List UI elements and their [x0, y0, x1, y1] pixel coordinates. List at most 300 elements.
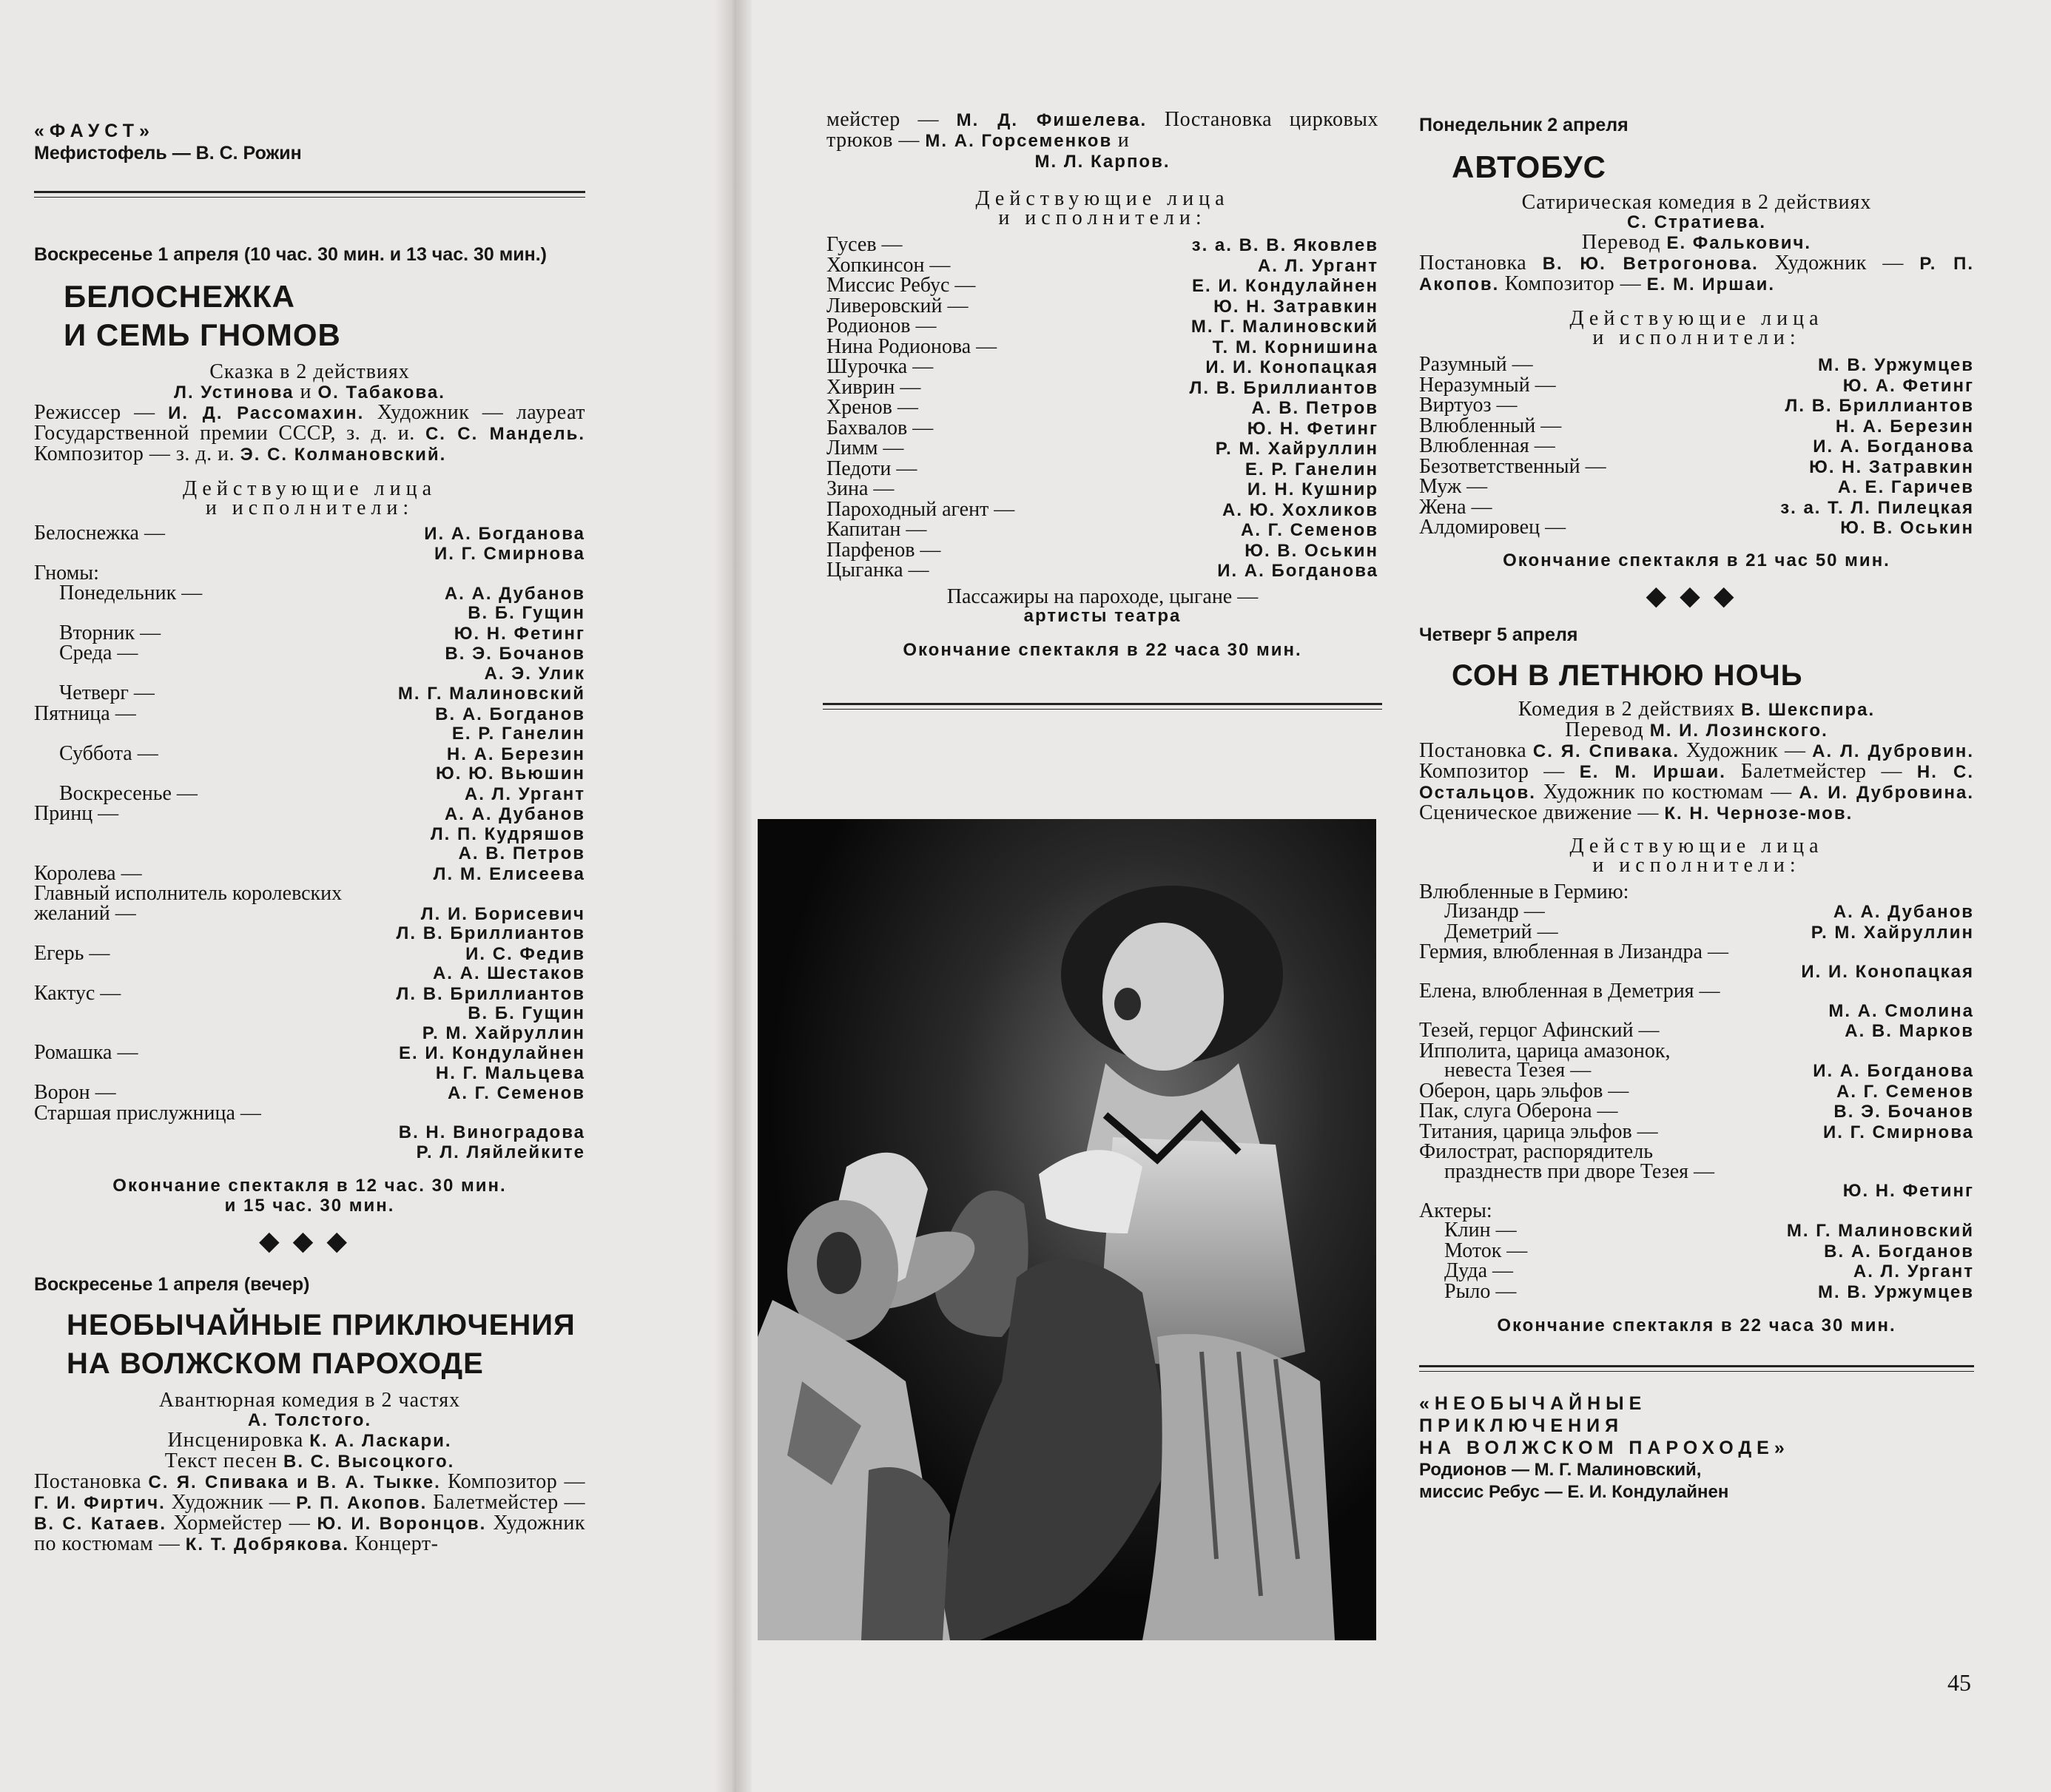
cast-row — [34, 901, 585, 925]
snow-author1: Л. Устинова — [174, 383, 294, 402]
cast-actor: А. Л. Ургант — [1257, 255, 1378, 276]
cast-row — [34, 1064, 585, 1084]
cast-row — [34, 964, 585, 984]
cast-row — [34, 1083, 585, 1104]
cast-role: Рыло — — [1444, 1279, 1517, 1303]
cast-role: Суббота — — [59, 741, 158, 765]
snow-title-line1: БЕЛОСНЕЖКА — [64, 279, 295, 314]
cast-row — [826, 375, 1378, 399]
credit-name: С. Я. Спивака и В. А. Тыкке. — [148, 1472, 441, 1492]
divider — [1419, 1365, 1974, 1372]
volga-passengers-line1: Пассажиры на пароходе, цыгане — — [946, 585, 1259, 608]
dream-genre: Комедия в 2 действиях — [1518, 697, 1736, 721]
cast-row — [1419, 902, 1974, 923]
cast-role: Гусев — — [826, 233, 903, 256]
cast-role: Дуда — — [1444, 1259, 1514, 1282]
cast-actor: Ю. Н. Фетинг — [1842, 1181, 1974, 1201]
cast-role: Моток — — [1444, 1239, 1528, 1262]
cast-actor: В. Э. Бочанов — [445, 644, 585, 664]
credit-name: К. Т. Добрякова. — [185, 1535, 350, 1554]
cast-actor: М. А. Смолина — [1828, 1000, 1974, 1021]
cast-role: Ипполита, царица амазонок, — [1419, 1039, 1671, 1062]
bus-ending: Окончание спектакля в 21 час 50 мин. — [1503, 550, 1890, 570]
cast-row — [1419, 1279, 1974, 1303]
cast-row — [826, 439, 1378, 459]
cast-actor: А. В. Петров — [458, 843, 585, 863]
middle-column — [826, 110, 1378, 710]
cast-actor: Л. В. Бриллиантов — [396, 923, 585, 943]
dream-title: СОН В ЛЕТНЮЮ НОЧЬ — [1452, 658, 1803, 692]
cast-actor: з. а. Т. Л. Пилецкая — [1780, 497, 1974, 518]
cast-actor: В. Б. Гущин — [468, 603, 585, 623]
cast-role: Принц — — [34, 802, 119, 825]
dream-translator: М. И. Лозинского. — [1649, 720, 1828, 741]
cast-row — [1419, 1239, 1974, 1262]
cast-actor: В. А. Богданов — [435, 704, 585, 724]
cast-role: Жена — — [1419, 495, 1492, 519]
cast-actor: М. В. Уржумцев — [1817, 355, 1974, 375]
cast-role: Миссис Ребус — — [826, 274, 976, 297]
volga-credits — [34, 1472, 585, 1554]
cast-actor: М. Г. Малиновский — [1786, 1221, 1974, 1241]
cast-actor: А. Е. Гаричев — [1837, 477, 1974, 497]
cast-role: Пятница — — [34, 701, 136, 725]
cast-actor: Р. М. Хайруллин — [1811, 922, 1974, 943]
cast-actor: И. Г. Смирнова — [1823, 1122, 1974, 1142]
cast-row — [1419, 1142, 1974, 1162]
cast-row — [826, 561, 1378, 582]
volga-passengers — [826, 587, 1378, 627]
bus-translation-label: Перевод — [1581, 231, 1661, 254]
snow-title-line2: И СЕМЬ ГНОМОВ — [64, 317, 341, 352]
cast-row — [826, 398, 1378, 419]
cast-actor: И. А. Богданова — [1813, 437, 1974, 457]
cast-actor: М. В. Уржумцев — [1817, 1281, 1974, 1302]
cast-actor: Л. В. Бриллиантов — [396, 983, 585, 1004]
credit-name: В. С. Катаев. — [34, 1514, 166, 1534]
credit-name: Р. П. Акопов. — [296, 1493, 428, 1513]
faust-cast-line: Мефистофель — В. С. Рожин — [34, 143, 302, 164]
dream-credits — [1419, 738, 1975, 824]
cast-actor: А. А. Дубанов — [444, 804, 585, 824]
cast-role: Филострат, распорядитель — [1419, 1140, 1653, 1163]
credit-label: Художник — — [1685, 738, 1806, 762]
cast-role: Парфенов — — [826, 538, 941, 562]
cast-row — [1419, 414, 1974, 437]
cast-actor: И. А. Богданова — [424, 524, 585, 544]
cast-actor: В. Б. Гущин — [468, 1003, 585, 1023]
cast-actor: А. Г. Семенов — [1836, 1081, 1974, 1102]
caption-title-line2: ПРИКЛЮЧЕНИЯ — [1419, 1415, 1624, 1436]
cast-actor: Н. А. Березин — [1835, 416, 1974, 437]
volga-author: А. Толстого. — [247, 1410, 372, 1430]
cast-actor: Ю. В. Оськин — [1245, 540, 1378, 561]
cast-actor: М. Г. Малиновский — [1190, 317, 1378, 337]
cast-row — [34, 1043, 585, 1064]
cast-row — [34, 844, 585, 864]
snow-date: Воскресенье 1 апреля (10 час. 30 мин. и 13 час. 30 мин.) — [34, 244, 547, 265]
bus-cast-list — [1419, 355, 1974, 539]
cast-role: Хренов — — [826, 396, 918, 419]
snow-genre: Сказка в 2 действиях — [209, 360, 410, 383]
cast-role: Зина — — [826, 477, 895, 500]
cast-actor: А. А. Дубанов — [1833, 902, 1974, 922]
cast-role: Алдомировец — — [1419, 516, 1566, 539]
diamonds-ornament: ◆◆◆ — [258, 1226, 361, 1256]
cast-actor: А. Л. Ургант — [1853, 1262, 1974, 1281]
cast-role: Цыганка — — [826, 559, 929, 582]
cast-role: Четверг — — [59, 681, 155, 704]
cast-row — [34, 804, 585, 825]
right-column — [1419, 114, 1974, 1503]
cast-actor: И. А. Богданова — [1217, 561, 1378, 581]
credit-label: и — [1117, 129, 1130, 152]
credit-name: Ю. И. Воронцов. — [317, 1514, 487, 1534]
caption-title-line1: «НЕОБЫЧАЙНЫЕ — [1419, 1393, 1647, 1414]
cast-actor: А. В. Петров — [1251, 398, 1378, 418]
cast-role: Шурочка — — [826, 355, 934, 378]
dream-cast-heading — [1419, 834, 1974, 877]
cast-actor: В. Э. Бочанов — [1833, 1102, 1974, 1122]
cast-actor: Ю. Н. Затравкин — [1809, 457, 1974, 477]
credit-label: Постановка цирковых трюков — — [826, 108, 1378, 152]
cast-actor: Л. М. Елисеева — [433, 863, 585, 884]
cast-row — [34, 1004, 585, 1024]
cast-role: Актеры: — [1419, 1199, 1492, 1222]
bus-genre: Сатирическая комедия в 2 действиях — [1521, 191, 1872, 214]
cast-role: Главный исполнитель королевских — [34, 882, 343, 905]
dream-author: В. Шекспира. — [1741, 699, 1876, 720]
cast-role: Тезей, герцог Афинский — — [1419, 1019, 1660, 1042]
cast-heading-line2: и исполнители: — [998, 206, 1207, 229]
snow-credit-director-label: Режиссер — — [34, 401, 155, 424]
cast-role: Воскресенье — — [59, 781, 198, 805]
cast-row — [826, 520, 1378, 541]
credit-label: Постановка — [34, 1470, 142, 1493]
snow-credits — [34, 402, 585, 465]
cast-actor: И. Н. Кушнир — [1247, 479, 1378, 499]
cast-role: Родионов — — [826, 314, 937, 337]
volga-title-line1: НЕОБЫЧАЙНЫЕ ПРИКЛЮЧЕНИЯ — [67, 1309, 576, 1341]
cast-role: Муж — — [1419, 475, 1488, 498]
cast-heading-line1: Действующие лица — [1569, 307, 1824, 330]
caption-cast-line2: миссис Ребус — Е. И. Кондулайнен — [1419, 1482, 1729, 1502]
cast-row — [1419, 434, 1974, 457]
cast-row — [34, 641, 585, 664]
cast-role: Кактус — — [34, 981, 121, 1005]
cast-role: Неразумный — — [1419, 373, 1556, 397]
credit-name: Е. М. Иршаи. — [1646, 274, 1775, 294]
bus-translator: Е. Фалькович. — [1666, 233, 1812, 253]
cast-role: Влюбленная — — [1419, 434, 1555, 457]
cast-row — [1419, 1159, 1974, 1183]
bus-credits — [1419, 253, 1974, 294]
cast-row — [34, 861, 585, 885]
cast-actor: Т. М. Корнишина — [1212, 337, 1378, 357]
dream-subtitle — [1419, 699, 1974, 741]
cast-row — [826, 314, 1378, 337]
page-number: 45 — [1947, 1669, 1971, 1696]
cast-role: Пак, слуга Оберона — — [1419, 1099, 1618, 1122]
caption-title-line3: НА ВОЛЖСКОМ ПАРОХОДЕ» — [1419, 1438, 1790, 1458]
cast-row — [34, 604, 585, 624]
cast-role: Лизандр — — [1444, 900, 1545, 923]
cast-heading-line2: и исполнители: — [1592, 326, 1801, 349]
cast-row — [1419, 1259, 1974, 1282]
cast-heading-line2: и исполнители: — [205, 496, 414, 519]
cast-row — [34, 621, 585, 644]
cast-row — [1419, 1079, 1974, 1102]
cast-row — [1419, 477, 1974, 498]
volga-credits-continued — [826, 110, 1378, 172]
credit-label: Художник — — [171, 1491, 291, 1514]
cast-role: Ворон — — [34, 1081, 116, 1104]
cast-role: Бахвалов — — [826, 416, 934, 439]
cast-row — [1419, 1061, 1974, 1082]
cast-row — [1419, 920, 1974, 943]
cast-row — [826, 357, 1378, 378]
faust-title: «ФАУСТ» — [34, 121, 155, 141]
bus-subtitle — [1419, 192, 1974, 253]
credit-label: Композитор — — [1504, 272, 1642, 295]
cast-actor: И. Г. Смирнова — [434, 543, 585, 564]
cast-role: Лимм — — [826, 437, 904, 459]
bus-date: Понедельник 2 апреля — [1419, 115, 1629, 135]
cast-actor: И. С. Федив — [465, 943, 585, 964]
dream-ending: Окончание спектакля в 22 часа 30 мин. — [1497, 1316, 1896, 1335]
cast-row — [1419, 1119, 1974, 1143]
cast-actor: Р. Л. Ляйлейките — [416, 1142, 585, 1162]
cast-row — [1419, 396, 1974, 417]
cast-role: Елена, влюбленная в Деметрия — — [1419, 980, 1720, 1003]
cast-role: Безответственный — — [1419, 454, 1606, 478]
cast-actor: Л. В. Бриллиантов — [1785, 396, 1974, 416]
snow-credit-composer: Э. С. Колмановский. — [240, 445, 447, 465]
credit-label: мейстер — — [826, 108, 939, 131]
credit-label: Художник по костюмам — — [1543, 780, 1792, 804]
cast-actor: М. Г. Малиновский — [397, 684, 585, 704]
bus-author: С. Стратиева. — [1626, 212, 1767, 232]
snow-credit-artist-label: Художник — лауреат Государственной премии СССР, з. д. и. — [34, 401, 586, 445]
cast-role: Педоти — — [826, 457, 917, 480]
credit-label: Художник по костюмам — — [34, 1512, 586, 1555]
credit-name: К. Н. Чернозе-мов. — [1664, 803, 1853, 823]
credit-name: М. Л. Карпов. — [1034, 152, 1171, 172]
cast-actor: Р. М. Хайруллин — [1215, 439, 1378, 459]
cast-row — [1419, 1021, 1974, 1042]
cast-role: Ромашка — — [34, 1041, 138, 1064]
cast-row — [34, 825, 585, 845]
snow-cast-heading — [34, 479, 585, 518]
cast-heading-line2: и исполнители: — [1592, 853, 1801, 877]
cast-actor: Л. В. Бриллиантов — [1189, 377, 1378, 398]
volga-genre: Авантюрная комедия в 2 частях — [158, 1389, 461, 1412]
caption-cast-line1: Родионов — М. Г. Малиновский, — [1419, 1460, 1702, 1480]
credit-name: Г. И. Фиртич. — [34, 1493, 166, 1513]
cast-actor: И. И. Конопацкая — [1801, 961, 1974, 982]
cast-row — [826, 538, 1378, 562]
cast-role: Ливеровский — — [826, 294, 969, 317]
cast-actor: Ю. Н. Фетинг — [1247, 418, 1378, 439]
credit-label: Хормейстер — — [173, 1512, 311, 1535]
cast-row — [34, 781, 585, 805]
cast-role: празднеств при дворе Тезея — — [1444, 1159, 1715, 1183]
cast-role: Влюбленный — — [1419, 414, 1562, 437]
cast-role: Титания, царица эльфов — — [1419, 1119, 1658, 1143]
cast-heading-line1: Действующие лица — [182, 477, 437, 500]
cast-row — [34, 524, 585, 545]
cast-actor: А. А. Шестаков — [432, 963, 585, 983]
cast-role: Королева — — [34, 861, 142, 885]
volga-cast-heading — [826, 189, 1378, 228]
credit-name: А. Л. Дубровин. — [1812, 741, 1975, 761]
cast-actor: Л. И. Борисевич — [420, 903, 585, 924]
cast-row — [1419, 373, 1974, 397]
cast-row — [34, 581, 585, 604]
credit-label: Художник — — [1774, 252, 1904, 274]
cast-row — [34, 981, 585, 1005]
cast-row — [34, 1143, 585, 1163]
credit-name: Н. С. Остальцов. — [1419, 761, 1974, 803]
volga-cast-list — [826, 235, 1378, 582]
cast-actor: Е. Р. Ганелин — [1245, 459, 1378, 479]
cast-heading-line1: Действующие лица — [1569, 834, 1824, 858]
snow-ending-line1: Окончание спектакля в 12 час. 30 мин. — [112, 1176, 507, 1196]
volga-title-line2: НА ВОЛЖСКОМ ПАРОХОДЕ — [67, 1347, 484, 1380]
cast-row — [1419, 982, 1974, 1002]
cast-actor: А. Г. Семенов — [448, 1083, 585, 1103]
credit-name: А. И. Дубровина. — [1799, 782, 1975, 803]
snow-credit-composer-label: Композитор — з. д. и. — [34, 442, 235, 465]
cast-role: Егерь — — [34, 941, 110, 965]
credit-label: Концерт- — [354, 1532, 439, 1555]
dream-date: Четверг 5 апреля — [1419, 624, 1578, 645]
cast-role: Понедельник — — [59, 581, 203, 604]
photo-caption — [1419, 1392, 1974, 1503]
snow-ending-line2: и 15 час. 30 мин. — [224, 1196, 395, 1216]
cast-actor: А. В. Марков — [1845, 1021, 1974, 1041]
volga-adaptation-label: Инсценировка — [167, 1429, 304, 1452]
cast-row — [34, 701, 585, 725]
cast-actor: Л. П. Кудряшов — [430, 823, 585, 844]
divider — [34, 191, 585, 198]
diamonds-ornament: ◆◆◆ — [1646, 580, 1748, 610]
cast-role: Гермия, влюбленная в Лизандра — — [1419, 940, 1728, 963]
cast-actor: Е. И. Кондулайнен — [1192, 276, 1378, 296]
cast-actor: И. А. Богданова — [1813, 1061, 1974, 1081]
bus-title: АВТОБУС — [1452, 149, 1606, 184]
cast-actor: Е. И. Кондулайнен — [399, 1043, 585, 1063]
cast-row — [1419, 355, 1974, 376]
snow-credit-artist: С. С. Мандель. — [425, 424, 586, 444]
cast-actor: А. А. Дубанов — [444, 583, 585, 604]
cast-actor: В. А. Богданов — [1824, 1241, 1974, 1262]
book-gutter — [715, 0, 752, 1792]
bus-cast-heading — [1419, 309, 1974, 348]
cast-actor: А. Ю. Хохликов — [1222, 499, 1378, 520]
cast-role: Разумный — — [1419, 353, 1533, 376]
cast-role: Белоснежка — — [34, 522, 165, 545]
dream-translation-label: Перевод — [1565, 718, 1644, 741]
cast-row — [1419, 454, 1974, 478]
credit-name: М. А. Горсеменков — [925, 131, 1113, 151]
cast-role: Среда — — [59, 641, 138, 664]
credit-name: Р. П. Акопов. — [1419, 254, 1975, 294]
cast-role: Виртуоз — — [1419, 394, 1518, 417]
cast-row — [34, 545, 585, 565]
cast-role: желаний — — [34, 901, 136, 925]
cast-row — [826, 416, 1378, 439]
cast-row — [1419, 1099, 1974, 1122]
cast-actor: Е. Р. Ганелин — [451, 724, 585, 744]
cast-role: невеста Тезея — — [1444, 1059, 1592, 1082]
production-photo-image — [758, 819, 1376, 1640]
volga-subtitle — [34, 1390, 585, 1472]
cast-row — [34, 741, 585, 765]
cast-row — [34, 564, 585, 584]
credit-label: Постановка — [1419, 252, 1527, 274]
cast-row — [34, 924, 585, 944]
cast-row — [34, 1123, 585, 1143]
snow-author2: О. Табакова. — [317, 383, 445, 402]
volga-date: Воскресенье 1 апреля (вечер) — [34, 1274, 310, 1295]
cast-actor: з. а. В. В. Яковлев — [1191, 235, 1378, 255]
snow-credit-director: И. Д. Рассомахин. — [168, 403, 365, 423]
snow-ending — [34, 1176, 585, 1216]
volga-lyrics: В. С. Высоцкого. — [283, 1452, 455, 1472]
credit-name: М. Д. Фишелева. — [956, 110, 1148, 130]
cast-role: Деметрий — — [1444, 920, 1558, 943]
cast-actor: А. Г. Семенов — [1241, 520, 1378, 540]
cast-actor: Н. А. Березин — [446, 744, 585, 764]
volga-passengers-line2: артисты театра — [1023, 606, 1182, 626]
cast-role: Оберон, царь эльфов — — [1419, 1079, 1629, 1102]
cast-row — [826, 497, 1378, 521]
cast-row — [1419, 940, 1974, 963]
cast-actor: Ю. Н. Затравкин — [1213, 296, 1378, 317]
cast-row — [826, 334, 1378, 358]
cast-role: Гномы: — [34, 562, 99, 585]
volga-ending: Окончание спектакля в 22 часа 30 мин. — [903, 639, 1302, 660]
cast-row — [1419, 518, 1974, 539]
cast-role: Хиврин — — [826, 375, 921, 399]
cast-actor: Ю. Н. Фетинг — [454, 623, 585, 644]
cast-row — [1419, 1221, 1974, 1242]
credit-label: Сценическое движение — — [1419, 801, 1659, 824]
cast-role: Клин — — [1444, 1219, 1517, 1242]
volga-adaptation: К. А. Ласкари. — [309, 1431, 452, 1451]
cast-row — [34, 724, 585, 744]
production-photo — [758, 819, 1376, 1640]
cast-actor: Ю. В. Оськин — [1840, 518, 1974, 538]
cast-actor: Ю. А. Фетинг — [1842, 375, 1974, 396]
cast-role: Нина Родионова — — [826, 334, 997, 358]
cast-row — [826, 235, 1378, 256]
cast-actor: А. Э. Улик — [484, 663, 585, 684]
cast-actor: Ю. Ю. Вьюшин — [435, 764, 585, 784]
cast-row — [34, 764, 585, 784]
cast-role: Капитан — — [826, 518, 927, 541]
cast-row — [826, 276, 1378, 297]
cast-role: Пароходный агент — — [826, 497, 1015, 521]
snow-cast-list — [34, 524, 585, 1162]
cast-row — [34, 941, 585, 965]
cast-actor: А. Л. Ургант — [464, 784, 585, 804]
credit-name: С. Я. Спивака. — [1532, 741, 1680, 761]
cast-actor: В. Н. Виноградова — [398, 1122, 585, 1142]
cast-row — [1419, 495, 1974, 519]
credit-label: Постановка — [1419, 738, 1527, 762]
